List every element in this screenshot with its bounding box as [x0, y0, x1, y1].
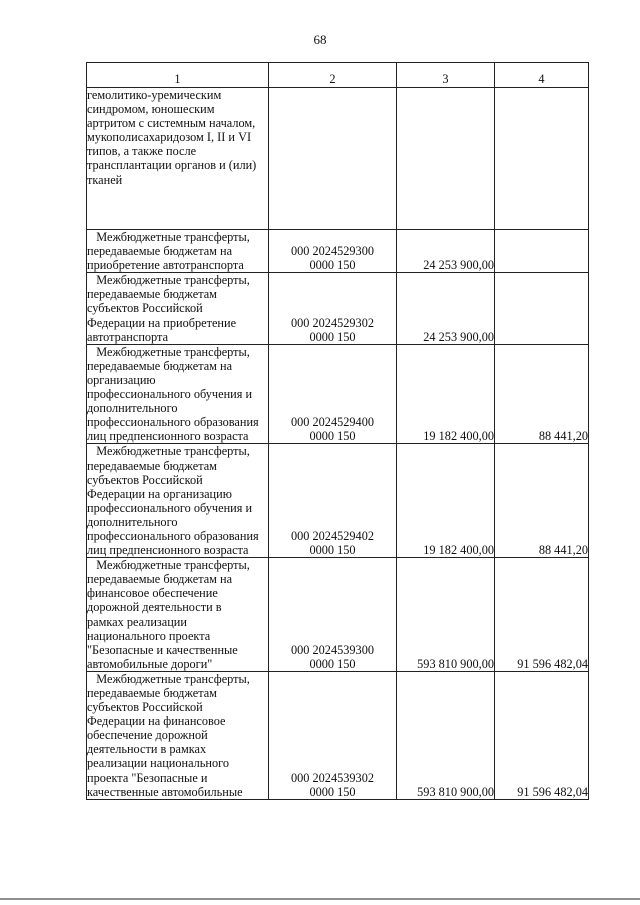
row-code-text: 000 2024539302 0000 150	[290, 770, 374, 799]
scan-edge-line	[0, 898, 640, 900]
row-amount-fact-cell: 88 441,20	[495, 444, 589, 558]
row-name-text: Межбюджетные трансферты, передаваемые бюджетам субъектов Российской Федерации на финансовое обеспечение дорожной деятельности в рамках реализации национального проекта "Безопасные и качественные автомобильные	[87, 671, 250, 799]
table-row	[87, 344, 589, 444]
row-amount-fact-cell: 91 596 482,04	[495, 671, 589, 799]
row-name-cell	[87, 273, 269, 344]
row-code-cell	[269, 671, 397, 799]
page-number: 68	[313, 32, 327, 47]
row-amount-plan-cell: 19 182 400,00	[397, 444, 495, 558]
row-name-text: Межбюджетные трансферты, передаваемые бюджетам на приобретение автотранспорта	[87, 230, 250, 273]
row-amount-plan-cell: 24 253 900,00	[397, 273, 495, 344]
row-name-cell	[87, 444, 269, 558]
row-code-cell	[269, 344, 397, 444]
row-code-text: 000 2024529300 0000 150	[290, 244, 374, 273]
table-row	[87, 671, 589, 799]
row-amount-plan-cell	[397, 88, 495, 230]
column-header-1: 1	[87, 63, 269, 88]
row-code-cell	[269, 230, 397, 273]
column-header-2: 2	[269, 63, 397, 88]
row-amount-plan-cell: 593 810 900,00	[397, 671, 495, 799]
row-name-cell	[87, 671, 269, 799]
row-amount-fact-cell	[495, 88, 589, 230]
row-amount-fact-cell: 91 596 482,04	[495, 558, 589, 672]
table-row	[87, 88, 589, 230]
table-row	[87, 273, 589, 344]
column-header-3: 3	[397, 63, 495, 88]
row-code-text: 000 2024529400 0000 150	[290, 415, 374, 444]
table-row	[87, 230, 589, 273]
row-name-cell	[87, 230, 269, 273]
row-code-cell	[269, 88, 397, 230]
row-code-text: 000 2024539300 0000 150	[290, 642, 374, 671]
table-row	[87, 444, 589, 558]
row-amount-fact-cell	[495, 273, 589, 344]
row-code-text: 000 2024529402 0000 150	[290, 528, 374, 558]
budget-table	[86, 62, 589, 800]
row-name-cell	[87, 344, 269, 444]
row-amount-plan-cell: 593 810 900,00	[397, 558, 495, 672]
row-code-cell	[269, 444, 397, 558]
row-name-text: Межбюджетные трансферты, передаваемые бюджетам субъектов Российской Федерации на приобретение автотранспорта	[87, 273, 250, 344]
row-name-text: Межбюджетные трансферты, передаваемые бюджетам на финансовое обеспечение дорожной деятельности в рамках реализации национального проекта "Безопасные и качественные автомобильные дороги"	[87, 558, 250, 671]
column-header-4: 4	[495, 63, 589, 88]
row-name-cell	[87, 558, 269, 672]
row-code-cell	[269, 558, 397, 672]
table-header-row	[87, 63, 589, 88]
row-amount-plan-cell: 24 253 900,00	[397, 230, 495, 273]
row-amount-fact-cell	[495, 230, 589, 273]
table-row	[87, 558, 589, 672]
row-name-text: Межбюджетные трансферты, передаваемые бюджетам на организацию профессионального обучения и дополнительного профессионального образования лиц предпенсионного возраста	[87, 344, 259, 444]
row-code-cell	[269, 273, 397, 344]
row-amount-fact-cell: 88 441,20	[495, 344, 589, 444]
row-amount-plan-cell: 19 182 400,00	[397, 344, 495, 444]
row-name-cell	[87, 88, 269, 230]
row-name-text: Межбюджетные трансферты, передаваемые бюджетам субъектов Российской Федерации на организацию профессионального обучения и дополнительного профессионального образования лиц предпенсионного возраста	[87, 444, 259, 558]
row-name-text: гемолитико-уремическим синдромом, юношеским артритом с системным началом, мукополисахаридозом I, II и VI типов, а также после трансплантации органов и (или) тканей	[87, 88, 257, 187]
row-code-text: 000 2024529302 0000 150	[290, 315, 374, 344]
